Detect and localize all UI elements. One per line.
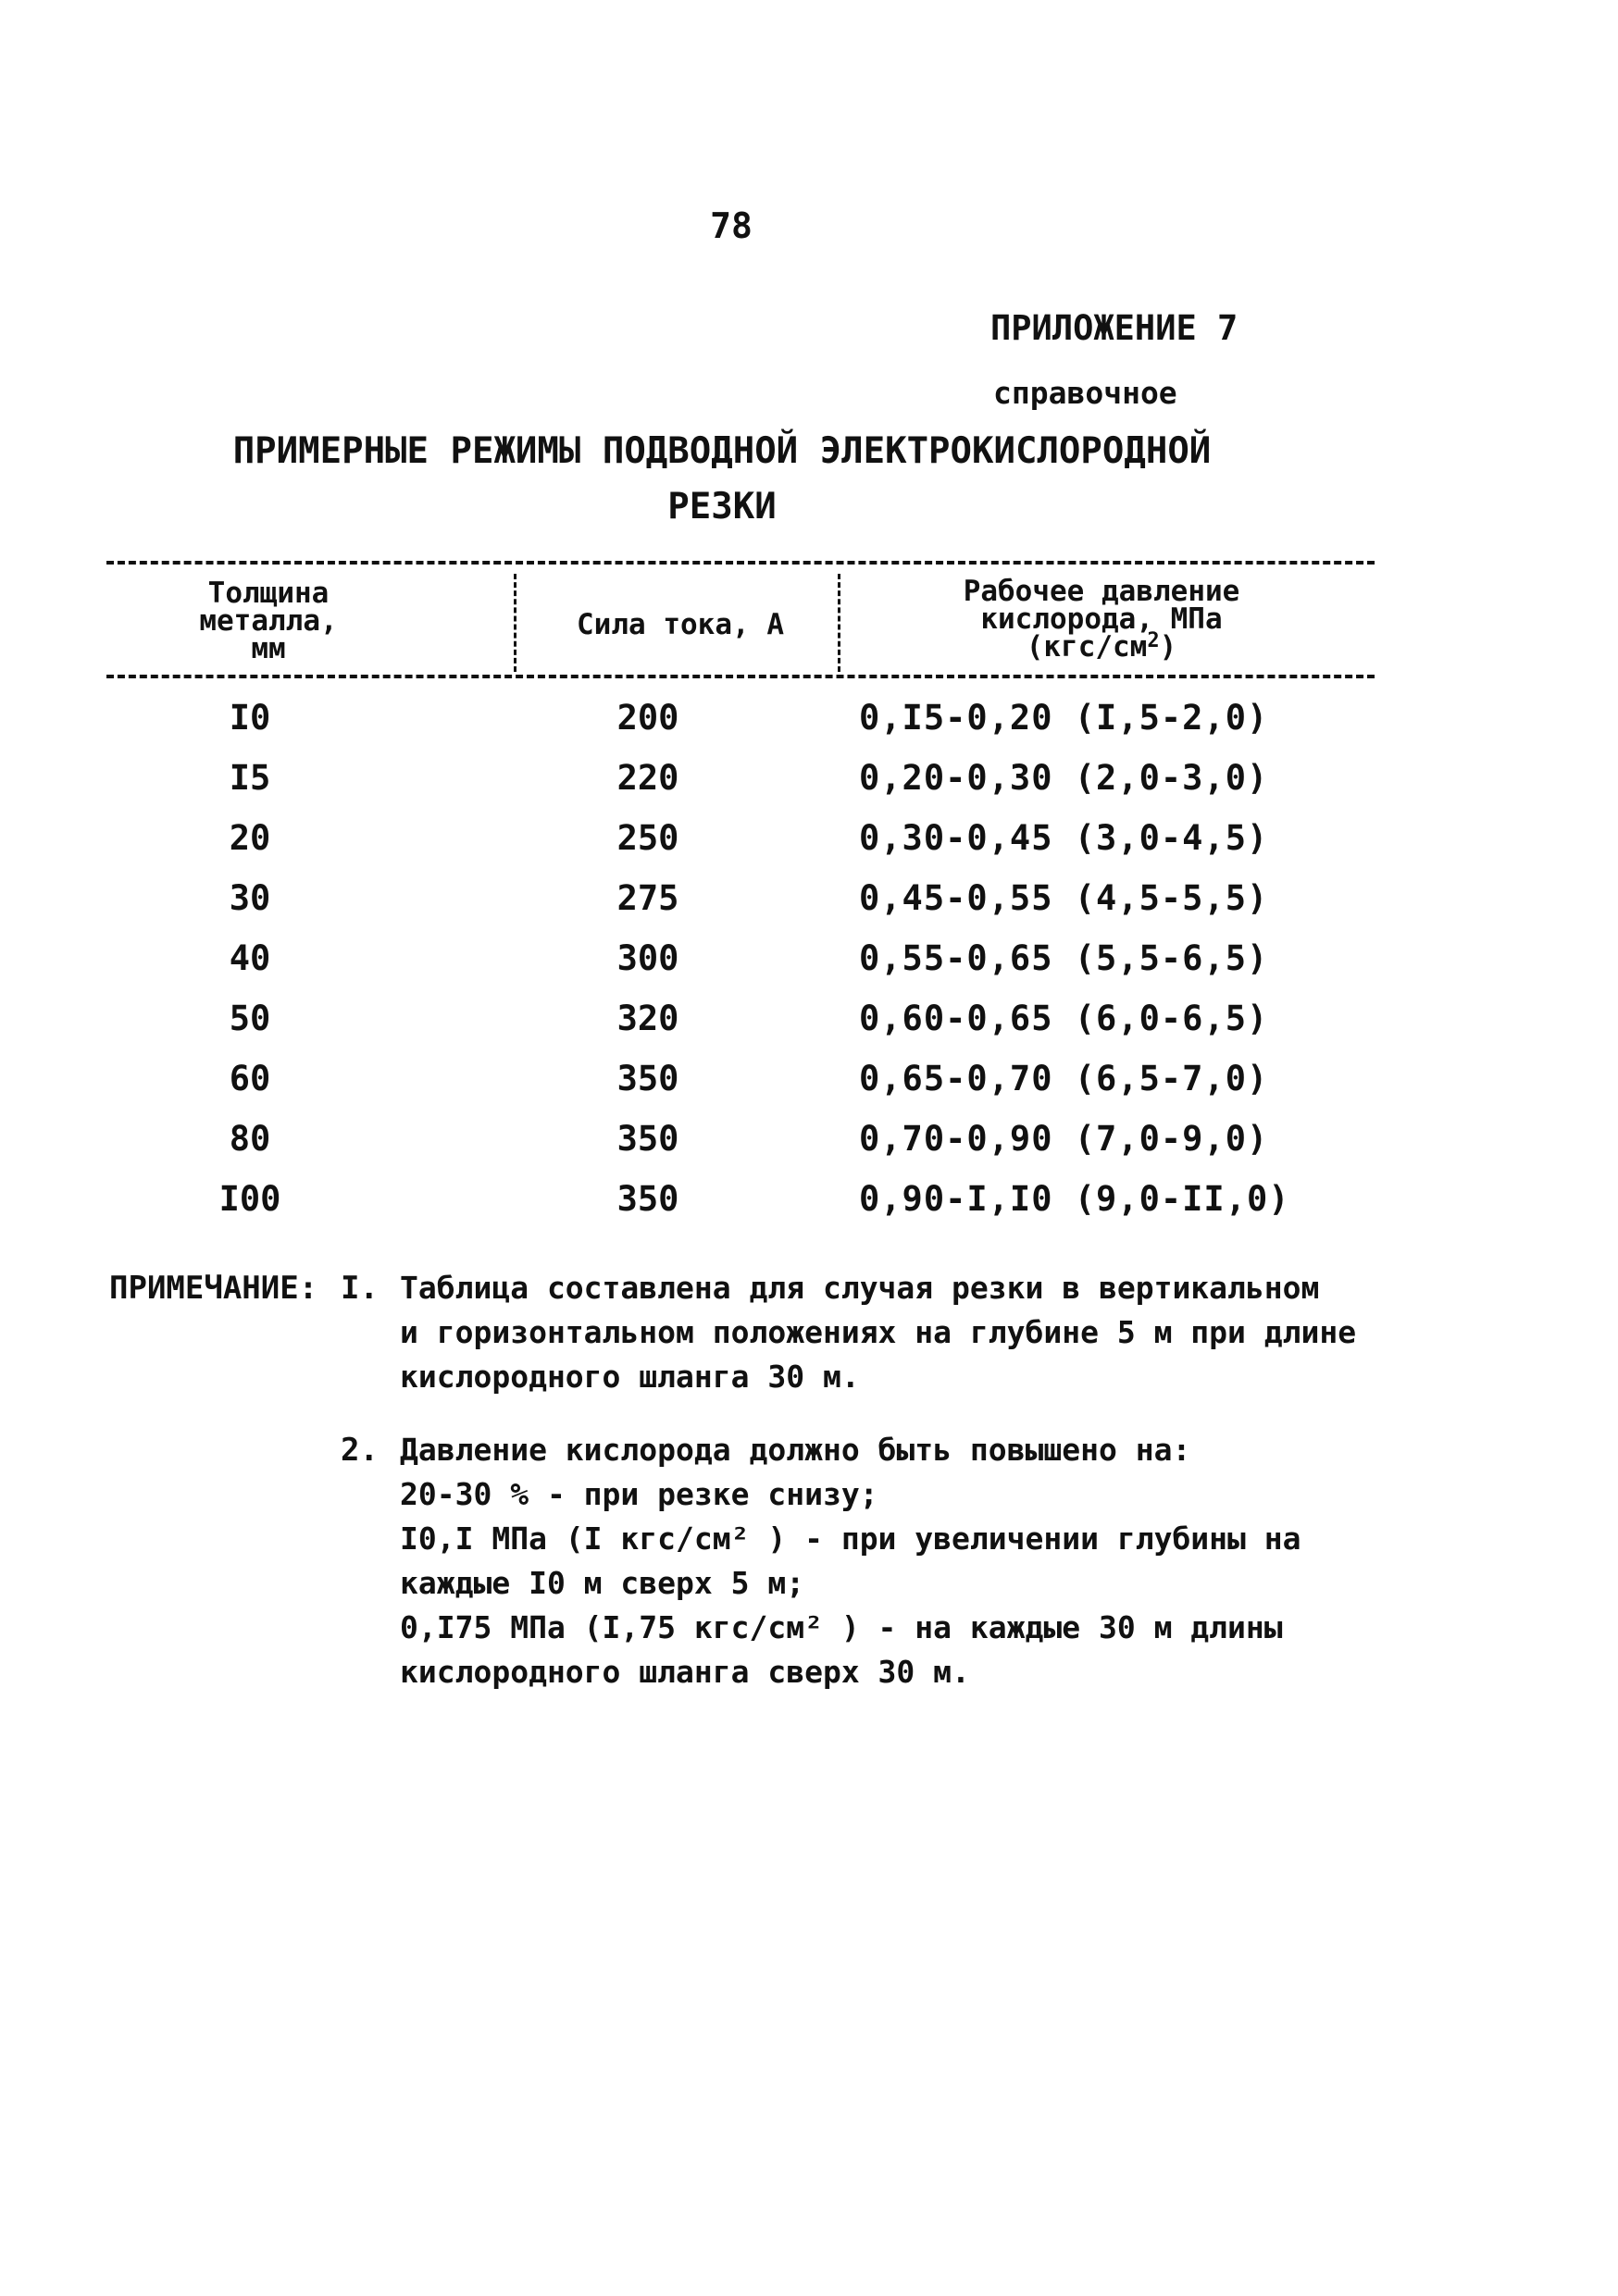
cell-pressure: 0,60-0,65 (6,0-6,5)	[859, 999, 1269, 1038]
cell-current: 350	[616, 1179, 679, 1219]
cell-current: 300	[616, 938, 679, 978]
cell-current: 275	[616, 878, 679, 918]
note-line: кислородного шланга сверх 30 м.	[400, 1654, 970, 1690]
note-number: 2.	[341, 1432, 379, 1469]
cell-current: 200	[616, 698, 679, 738]
unit-text: (кгс/см	[1026, 630, 1148, 664]
column-separator	[838, 574, 840, 672]
note-line: и горизонтальном положениях на глубине 5 м при длине	[400, 1314, 1357, 1350]
cell-thickness: 30	[229, 878, 271, 918]
document-title	[167, 424, 1277, 535]
cell-pressure: 0,30-0,45 (3,0-4,5)	[859, 818, 1269, 858]
cell-current: 250	[616, 818, 679, 858]
cell-current: 350	[616, 1059, 679, 1098]
cell-thickness: 40	[229, 938, 271, 978]
unit-superscript: 2	[1147, 629, 1160, 652]
appendix-label: ПРИЛОЖЕНИЕ 7	[990, 308, 1238, 348]
cell-thickness: I00	[218, 1179, 281, 1219]
note-number: I.	[341, 1270, 379, 1307]
cell-current: 320	[616, 999, 679, 1038]
note-line: Давление кислорода должно быть повышено на:	[400, 1432, 1191, 1468]
cell-current: 220	[616, 758, 679, 798]
note-line: 0,I75 МПа (I,75 кгс/см² ) - на каждые 30 м длины	[400, 1609, 1283, 1645]
header-line	[852, 629, 1351, 664]
note-line: каждые I0 м сверх 5 м;	[400, 1565, 805, 1601]
cell-pressure: 0,45-0,55 (4,5-5,5)	[859, 878, 1269, 918]
header-line: кислорода, МПа	[980, 602, 1223, 636]
note-line: кислородного шланга 30 м.	[400, 1359, 860, 1395]
notes-label: ПРИМЕЧАНИЕ:	[109, 1270, 318, 1307]
unit-close: )	[1159, 630, 1177, 664]
table-header-rule	[106, 675, 1375, 678]
cell-pressure: 0,65-0,70 (6,5-7,0)	[859, 1059, 1269, 1098]
cell-thickness: 50	[229, 999, 271, 1038]
header-line: Рабочее давление	[963, 575, 1240, 608]
cell-pressure: 0,90-I,I0 (9,0-II,0)	[859, 1179, 1290, 1219]
cell-pressure: 0,70-0,90 (7,0-9,0)	[859, 1119, 1269, 1159]
header-pressure	[852, 575, 1351, 664]
header-current: Сила тока, А	[577, 608, 784, 641]
appendix-note: справочное	[993, 375, 1177, 411]
title-line: РЕЗКИ	[667, 486, 777, 527]
note-line: Таблица составлена для случая резки в вертикальном	[400, 1270, 1320, 1306]
cell-thickness: 60	[229, 1059, 271, 1098]
cell-pressure: 0,55-0,65 (5,5-6,5)	[859, 938, 1269, 978]
cell-pressure: 0,I5-0,20 (I,5-2,0)	[859, 698, 1269, 738]
cell-thickness: I5	[229, 758, 271, 798]
page-number: 78	[710, 205, 753, 246]
header-line: мм	[251, 632, 286, 665]
cell-current: 350	[616, 1119, 679, 1159]
cell-thickness: 20	[229, 818, 271, 858]
note-line: 20-30 % - при резке снизу;	[400, 1476, 878, 1512]
header-line: Толщина	[207, 577, 330, 610]
cell-thickness: 80	[229, 1119, 271, 1159]
title-line: ПРИМЕРНЫЕ РЕЖИМЫ ПОДВОДНОЙ ЭЛЕКТРОКИСЛОРОДНОЙ	[232, 430, 1212, 472]
header-line: металла,	[199, 604, 338, 638]
header-thickness	[120, 579, 417, 663]
cell-thickness: I0	[229, 698, 271, 738]
cell-pressure: 0,20-0,30 (2,0-3,0)	[859, 758, 1269, 798]
table-top-rule	[106, 561, 1375, 565]
note-line: I0,I МПа (I кгс/см² ) - при увеличении глубины на	[400, 1520, 1301, 1557]
column-separator	[514, 574, 517, 672]
